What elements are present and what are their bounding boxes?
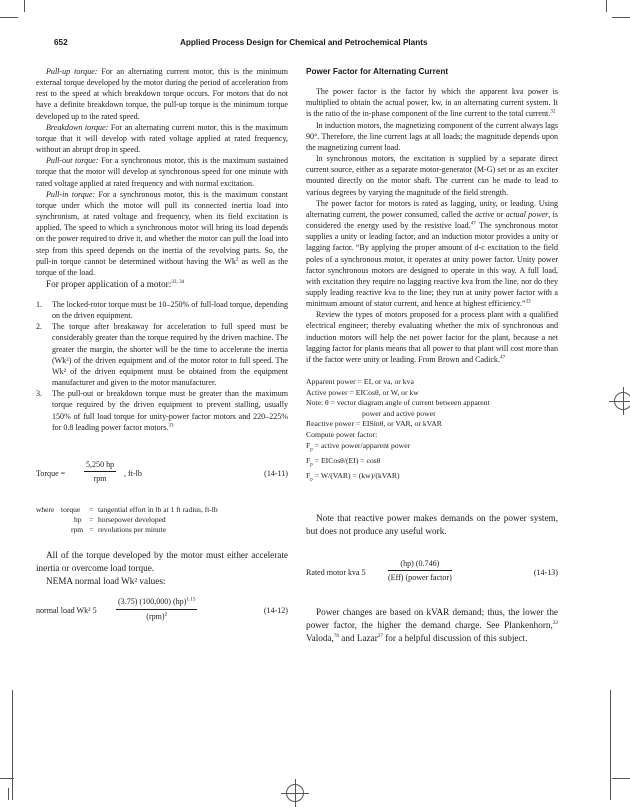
crop-mark (24, 0, 25, 12)
reference: 78 (333, 632, 339, 639)
page-number: 652 (54, 38, 68, 47)
reference: 22 (552, 619, 558, 626)
definition-line: power and active power (362, 408, 436, 418)
paragraph-nema-wk2: NEMA normal load Wk² values: (46, 576, 166, 587)
definition-line: Compute power factor: (306, 430, 378, 440)
equation-number: (14-12) (263, 606, 288, 616)
where-clause (36, 505, 288, 536)
term: Breakdown torque: (46, 122, 109, 132)
power-definitions (306, 377, 558, 486)
paragraph-proper-application: For proper application of a motor:$^{33, 34}$ (46, 278, 185, 289)
paragraph-torque-developed: All of the torque developed by the motor must either accelerate inertia or overcome load torque. (36, 550, 288, 574)
crop-mark (606, 0, 607, 12)
definition-line: Apparent power = EI, or va, or kva (306, 377, 414, 387)
fraction: (3.75) (100,000) (hp)$^{1.15}$ (rpm)$^2$ (118, 596, 196, 621)
section-title: Power Factor for Alternating Current (306, 67, 449, 76)
list-item: 2. The torque after breakaway for acceleration to full speed must be considerably greater than the torque required by the driven machine. The greater the margin, the shorter will be the time to accelerate the inertia (Wk²) of the driven equipment and of the motor rotor to full speed. The Wk² of the driven equipment must be obtained from the equipment manufacturer and given to the motor manufacturer. (36, 322, 288, 388)
term: Pull-out torque: (46, 156, 99, 166)
paragraph-review-motor-types: Review the types of motors proposed for a process plant with a qualified electrical engineer; thereby evaluating whether the mix of synchronous and induction motors will help the net power factor for the plant, because a net lagging factor for plants means that all power to that plant will cost more than if the factor were unity or leading. From Brown and Cadick.$^{47}$ (306, 310, 558, 364)
definition-line: Reactive power = EISinθ, or VAR, or kVAR (306, 419, 442, 429)
numbered-list (36, 299, 288, 433)
paragraph-pull-out-torque: Pull-out torque: For a synchronous motor, this is the maximum sustained torque that the motor will develop at synchronous speed for one minute with rated voltage applied at rated frequency and with normal excitation. (36, 156, 288, 188)
paragraph-pull-in-torque: Pull-in torque: For a synchronous motor, this is the maximum constant torque under which the motor will pull its connected inertia load into synchronism, at rated voltage and frequency, when its field excitation is applied. The speed to which a synchronous motor will bring its load depends on the power required to drive it, and whether the motor can pull the load into step from this speed depends on the inertia of the revolving parts. So, the pull-in torque cannot be determined without having the Wk$^2$ as well as the torque of the load. (36, 189, 288, 277)
list-item: 3. The pull-out or breakdown torque must be greater than the maximum torque required by the driven equipment to prevent stalling, usually 150% of full load torque for unity-power factor motors and 220–225% for 0.8 leading power factor motors.$^{33}$ (36, 389, 288, 432)
term: Pull-in torque: (46, 189, 96, 199)
reference: 47 (499, 354, 506, 361)
where-row: hp = horsepower developed (74, 515, 166, 525)
registration-mark-icon (286, 784, 304, 802)
equation-number: (14-13) (533, 568, 558, 577)
paragraph-induction-motors: In induction motors, the magnetizing component of the current always lags 90°. Therefore, the line current lags at all loads; the magnitude depends upon the magnetizing current load. (306, 120, 558, 152)
paragraph-pull-up-torque: Pull-up torque: For an alternating current motor, this is the minimum external torque developed by the motor during the period of acceleration from rest to the speed at which breakdown torque occurs. For motors that do not have a definite breakdown torque, the pull-up torque is the minimum torque developed up to the rated speed. (36, 67, 288, 121)
crop-mark (612, 17, 630, 18)
paragraph-power-factor-definition: The power factor is the factor by which the apparent kva power is multiplied to obtain the actual power, kw, in an alternating current system. It is the ratio of the in-phase component of the line current to the total current.$^{32}$ (306, 87, 558, 119)
reference: 32 (550, 108, 556, 115)
definition-line: $F_p = W/(VAR)$ = (kw)/(kVAR) (306, 470, 400, 483)
fraction: (hp) (0.746) (Eff) (power factor) (388, 559, 452, 583)
crop-mark (8, 788, 9, 800)
reference: 33, 34 (171, 278, 185, 285)
list-item: 1. The locked-rotor torque must be 10–250% of full-load torque, depending on the driven equipment. (36, 299, 288, 321)
running-title: Applied Process Design for Chemical and Petrochemical Plants (180, 38, 428, 47)
where-row: where torque = tangential effort in lb at 1 ft radius, ft-lb (36, 504, 218, 514)
page-header (54, 38, 576, 52)
equation-14-12: normal load Wk² 5 (3.75) (100,000) (hp)$^{1.15}$ (rpm)$^2$ (14-12) (36, 596, 288, 621)
reference: 33 (525, 298, 531, 305)
crop-mark (610, 690, 611, 800)
fraction: 5,250 hp rpm (86, 459, 115, 483)
equation-14-13: Rated motor kva 5 (hp) (0.746) (Eff) (power factor) (14-13) (306, 559, 558, 583)
reference: 33 (168, 422, 174, 429)
paragraph-synchronous-motors: In synchronous motors, the excitation is supplied by a separate direct current source, either as a separate motor-generator (M-G) set or as an exciter mounted directly on the motor shaft. The current can be made to lead to various degrees by varying the magnitude of the field strength. (306, 154, 558, 197)
crop-mark (612, 778, 630, 779)
right-column (306, 66, 558, 645)
definition-line: Active power = EICosθ, or W, or kw (306, 387, 419, 397)
definition-line: Note: θ = vector diagram angle of current between apparent (306, 398, 490, 408)
paragraph-reactive-power-note: Note that reactive power makes demands on the power system, but does not produce any useful work. (306, 513, 558, 536)
definition-line: $F_p$ = EICosθ/(EI) = cosθ (306, 455, 381, 468)
definition-line: $F_p$ = active power/apparent power (306, 440, 411, 453)
crop-mark (0, 17, 18, 18)
reference: 27 (377, 632, 383, 639)
equation-14-11: Torque = 5,250 hp rpm , ft-lb (14-11) (36, 459, 288, 483)
term: Pull-up torque: (46, 67, 98, 76)
paragraph-breakdown-torque: Breakdown torque: For an alternating current motor, this is the maximum torque that it will develop with rated voltage applied at rated frequency, without an abrupt drop in speed. (36, 122, 288, 155)
paragraph-power-changes: Power changes are based on kVAR demand; thus, the lower the power factor, the higher the demand charge. See Plankenhorn,$^{22}$ Valoda,$^{78}$ and Lazar$^{27}$ for a helpful discussion of this subject. (306, 607, 558, 643)
registration-mark-icon (614, 392, 630, 410)
paragraph-power-factor-rating: The power factor for motors is rated as lagging, unity, or leading. Using alternating current, the power consumed, called the active or actual power, is considered the energy used by the resistive load.$^{47}$ The synchronous motor supplies a unity or leading factor, and an induction motor provides a unity or lagging factor. “By applying the proper amount of d-c excitation to the field poles of a synchronous motor, it operates at unity power factor. Unity power factor synchronous motors are designed to operate in this way. A full load, with excitation they require no lagging reactive kva from the line, nor do they supply leading reactive kva to the line; they run at unity power factor with a minimum amount of stator current, and hence at highest efficiency.”$^{33}$ (306, 198, 558, 309)
equation-number: (14-11) (264, 468, 288, 478)
crop-mark (12, 690, 13, 800)
reference: 47 (470, 220, 476, 227)
where-row: rpm = revolutions per minute (71, 525, 166, 535)
left-column (36, 66, 288, 634)
